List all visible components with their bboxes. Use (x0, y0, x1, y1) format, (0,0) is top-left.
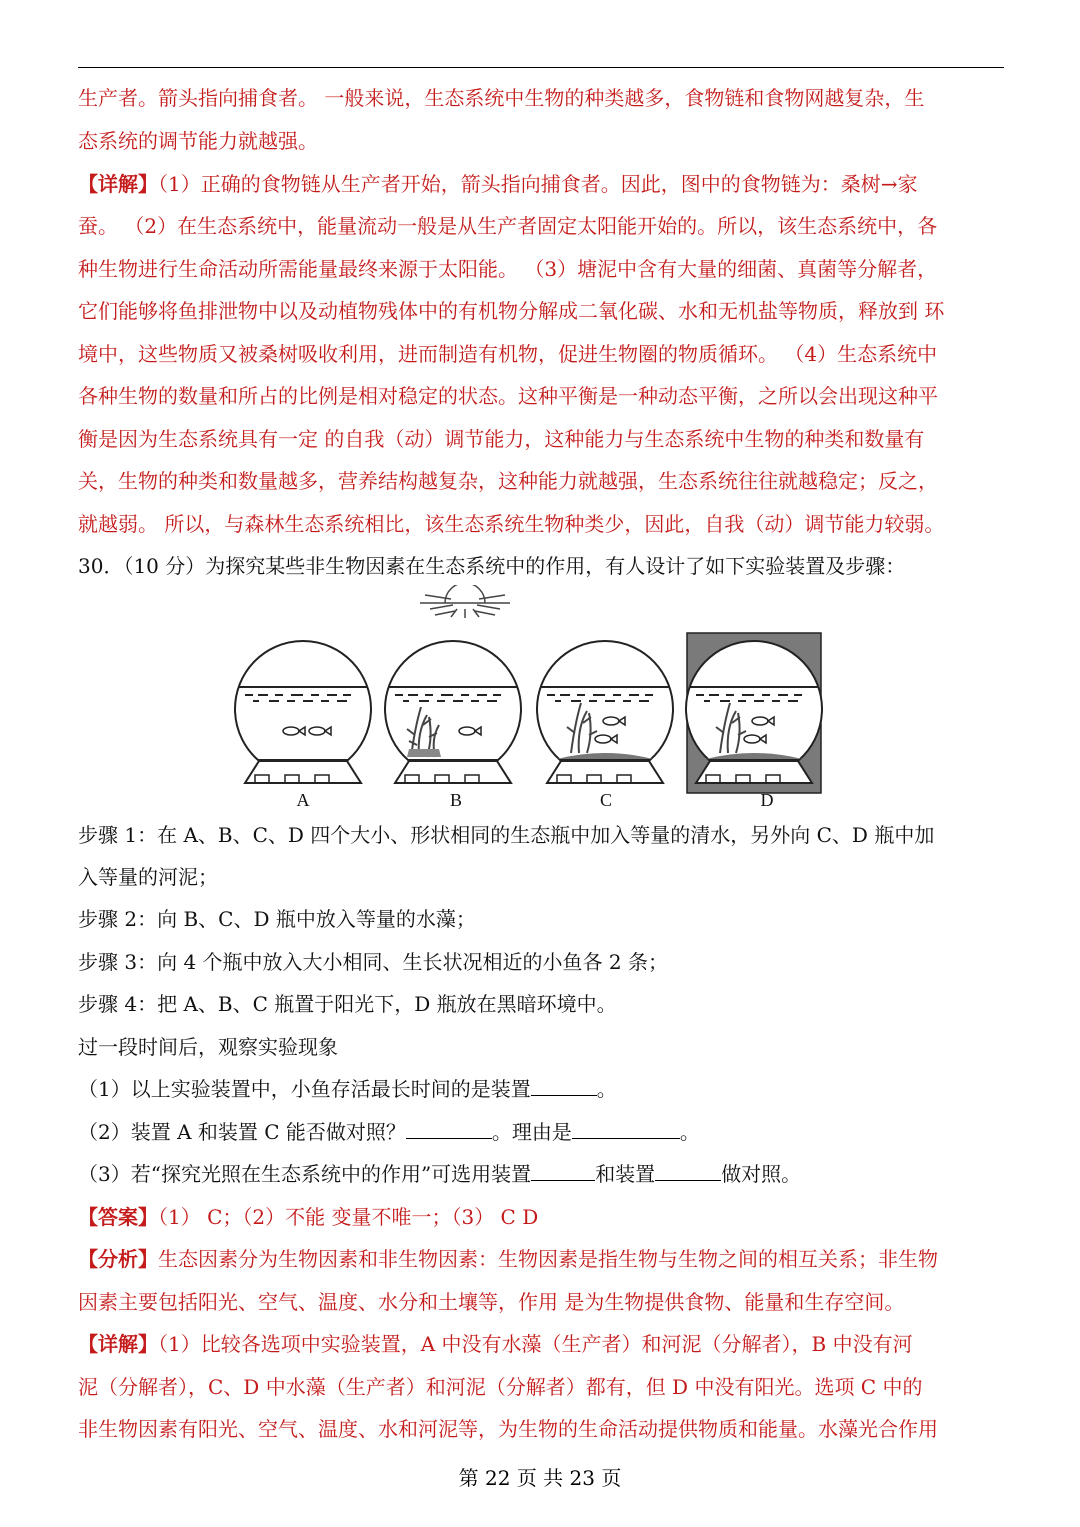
bottle-b (385, 641, 521, 783)
step-line-4: 步骤 3：向 4 个瓶中放入大小相同、生长状况相近的小鱼各 2 条； (78, 950, 668, 974)
label-d: D (760, 790, 774, 810)
answer-blank-4[interactable] (531, 1162, 595, 1181)
bottle-c (537, 641, 673, 783)
detail-line-5: 境中，这些物质又被桑树吸收利用，进而制造有机物，促进生物圈的物质循环。 （4）生态系统中 (78, 342, 938, 366)
label-b: B (449, 790, 463, 810)
step-line-5: 步骤 4：把 A、B、C 瓶置于阳光下，D 瓶放在黑暗环境中。 (78, 992, 617, 1016)
detail-line-1: 【详解】（1）正确的食物链从生产者开始，箭头指向捕食者。因此，图中的食物链为：桑树→家 (78, 172, 918, 196)
step-line-1: 步骤 1：在 A、B、C、D 四个大小、形状相同的生态瓶中加入等量的清水，另外向 C、D 瓶中加 (78, 823, 935, 847)
step-line-2: 入等量的河泥； (78, 865, 218, 889)
detail2-line-3: 非生物因素有阳光、空气、温度、水和河泥等，为生物的生命活动提供物质和能量。水藻光合作用 (78, 1417, 938, 1441)
sun-icon (420, 585, 510, 618)
step-line-3: 步骤 2：向 B、C、D 瓶中放入等量的水藻； (78, 907, 476, 931)
analysis2-line-1: 【分析】生态因素分为生物因素和非生物因素：生物因素是指生物与生物之间的相互关系；非生物 (78, 1247, 938, 1271)
detail-line-2: 蚕。 （2）在生态系统中，能量流动一般是从生产者固定太阳能开始的。所以，该生态系统中，各 (78, 214, 938, 238)
analysis-tag: 【分析】 (78, 1247, 158, 1271)
detail2-line-1: 【详解】（1）比较各选项中实验装置，A 中没有水藻（生产者）和河泥（分解者），B 中没有河 (78, 1332, 913, 1356)
label-a: A (296, 790, 310, 810)
step-line-6: 过一段时间后，观察实验现象 (78, 1035, 338, 1059)
sub-question-3: （3）若“探究光照在生态系统中的作用”可选用装置 和装置 做对照。 (78, 1162, 802, 1186)
answer-line: 【答案】（1） C；（2）不能 变量不唯一；（3） C D (78, 1205, 539, 1229)
detail-line-6: 各种生物的数量和所占的比例是相对稳定的状态。这种平衡是一种动态平衡，之所以会出现这种平 (78, 384, 938, 408)
answer-tag: 【答案】 (78, 1205, 158, 1229)
ecosystem-bottles-figure (225, 585, 825, 815)
header-rule (78, 67, 1004, 68)
detail-line-4: 它们能够将鱼排泄物中以及动植物残体中的有机物分解成二氧化碳、水和无机盐等物质，释放到 环 (78, 299, 945, 323)
detail-line-9: 就越弱。 所以，与森林生态系统相比，该生态系统生物种类少，因此，自我（动）调节能力较弱。 (78, 512, 945, 536)
detail-tag: 【详解】 (78, 172, 158, 196)
answer-blank-2[interactable] (406, 1120, 492, 1139)
detail2-tag: 【详解】 (78, 1332, 158, 1356)
detail2-line-2: 泥（分解者），C、D 中水藻（生产者）和河泥（分解者）都有，但 D 中没有阳光。选项 C 中的 (78, 1375, 923, 1399)
analysis-line-1: 生产者。箭头指向捕食者。 一般来说，生态系统中生物的种类越多，食物链和食物网越复杂，生 (78, 86, 925, 110)
bottle-a (235, 641, 371, 783)
analysis2-line-2: 因素主要包括阳光、空气、温度、水分和土壤等，作用 是为生物提供食物、能量和生存空间。 (78, 1290, 905, 1314)
detail-line-3: 种生物进行生命活动所需能量最终来源于太阳能。 （3）塘泥中含有大量的细菌、真菌等分解者， (78, 257, 938, 281)
analysis-line-2: 态系统的调节能力就越强。 (78, 129, 318, 153)
page-footer: 第 22 页 共 23 页 (458, 1466, 622, 1490)
answer-blank-3[interactable] (572, 1120, 680, 1139)
answer-blank-1[interactable] (531, 1077, 597, 1096)
sub-question-1: （1）以上实验装置中，小鱼存活最长时间的是装置 。 (78, 1077, 617, 1101)
detail-line-7: 衡是因为生态系统具有一定 的自我（动）调节能力，这种能力与生态系统中生物的种类和数量有 (78, 427, 925, 451)
answer-blank-5[interactable] (655, 1162, 721, 1181)
label-c: C (599, 790, 613, 810)
sub-question-2: （2）装置 A 和装置 C 能否做对照？ 。理由是 。 (78, 1120, 700, 1144)
detail-line-8: 关，生物的种类和数量越多，营养结构越复杂，这种能力就越强，生态系统往往就越稳定；反之， (78, 469, 938, 493)
question-stem: 30．（10 分）为探究某些非生物因素在生态系统中的作用，有人设计了如下实验装置及步骤： (78, 554, 906, 578)
